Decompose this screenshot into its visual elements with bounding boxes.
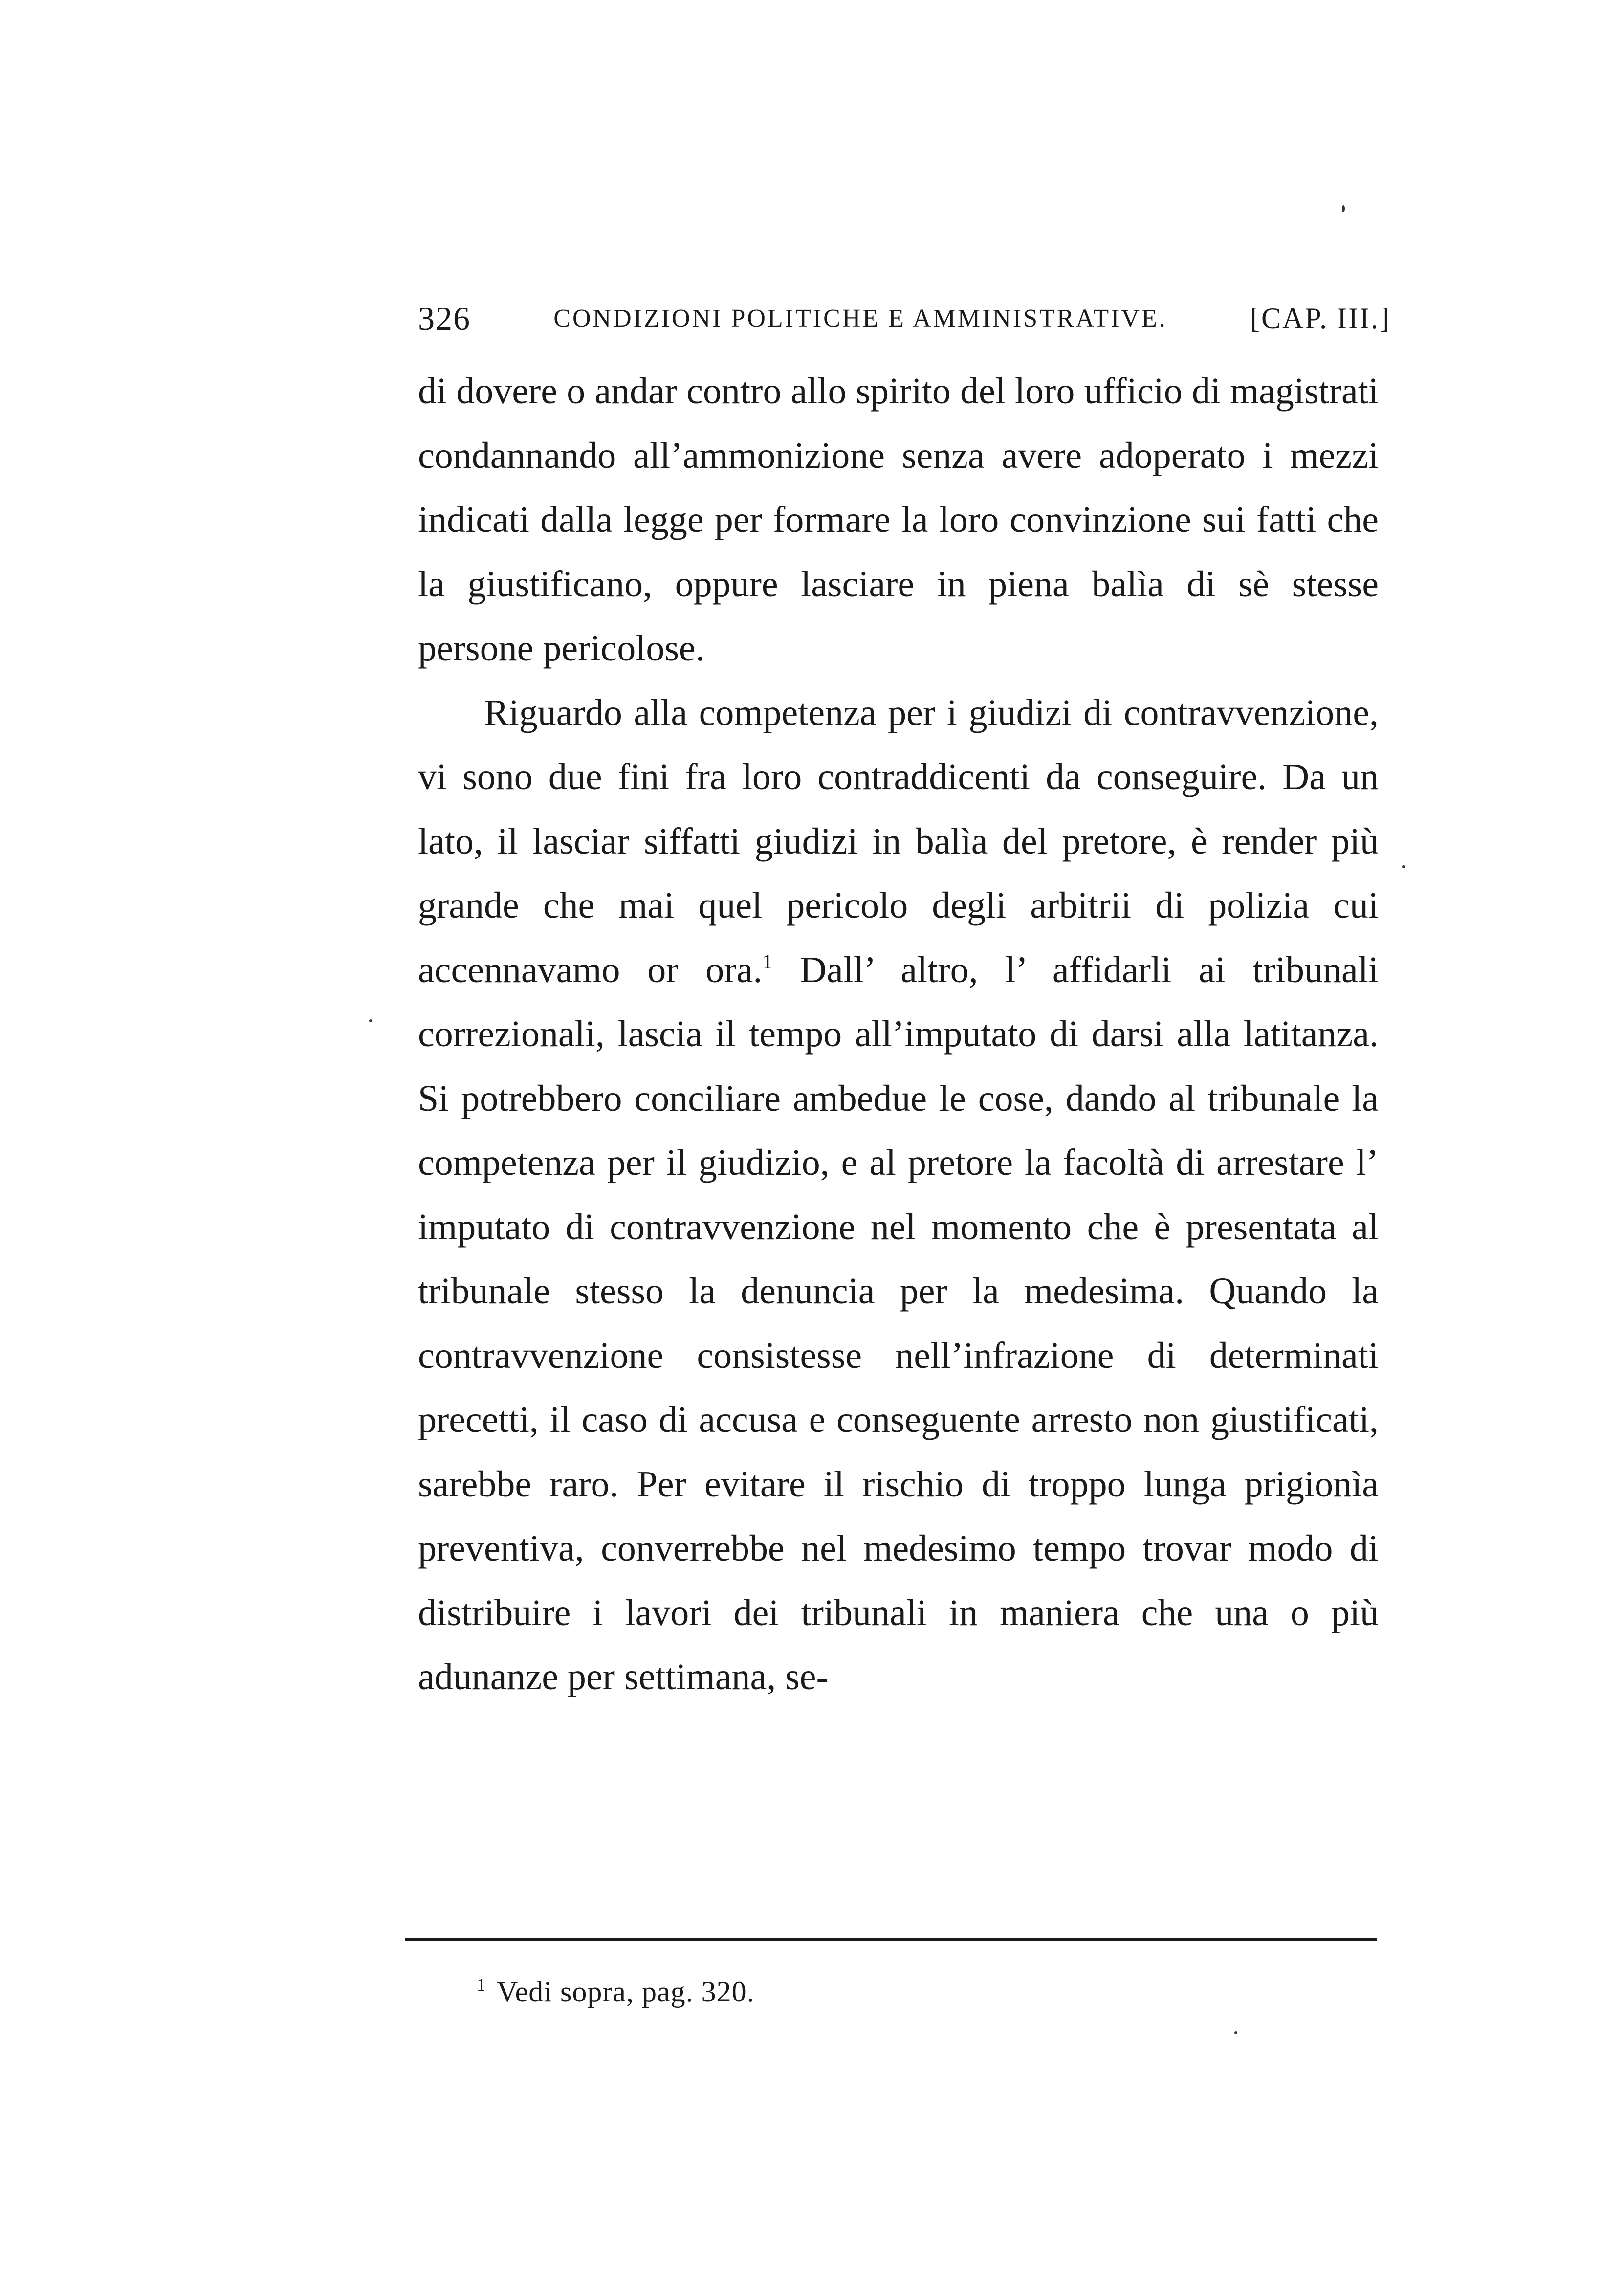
chapter-reference: [CAP. III.] [1250,302,1391,334]
paragraph-1: di dovere o andar contro allo spirito del loro ufficio di magistrati condannando all’ammonizione senza avere adoperato i mezzi indicati dalla legge per formare la loro convinzione sui fatti che la giustificano, oppure lasciare in piena balìa di sè stesse persone pericolose. [418,371,1379,669]
page-number: 326 [418,299,471,337]
paragraph-2 [418,681,1379,1710]
running-header [418,291,1391,345]
footnote-divider [405,1938,1377,1941]
paragraph-2-text-start: Riguardo alla competenza per i giudizi di contravvenzione, vi sono due fini fra loro contraddicenti da conseguire. Da un lato, il lasciar siffatti giudizi in balìa del pretore, è render più grande che mai quel pericolo degli arbitrii di polizia cui accennavamo or ora. [418,692,1379,990]
footnote-reference: 1 [762,950,773,973]
scan-speck [1234,2031,1237,2034]
main-text [418,359,1379,1710]
scan-speck [369,1019,372,1022]
footnote-marker: 1 [477,1975,486,1995]
scan-speck [1402,865,1405,868]
running-title: CONDIZIONI POLITICHE E AMMINISTRATIVE. [553,304,1167,332]
scan-speck [1342,205,1345,212]
paragraph-2-text-end: Dall’ altro, l’ affidarli ai tribunali correzionali, lascia il tempo all’imputato di darsi alla latitanza. Si potrebbero conciliare ambedue le cose, dando al tribunale la competenza per il giudizio, e al pretore la facoltà di arrestare l’ imputato di contravvenzione nel momento che è presentata al tribunale stesso la denuncia per la medesima. Quando la contravvenzione consistesse nell’infrazione di determinati precetti, il caso di accusa e conseguente arresto non giustificati, sarebbe raro. Per evitare il rischio di troppo lunga prigionìa preventiva, converrebbe nel medesimo tempo trovar modo di distribuire i lavori dei tribunali in maniera che una o più adunanze per settimana, se- [418,949,1379,1697]
footnote-text: Vedi sopra, pag. 320. [497,1976,755,2008]
footnote [477,1975,755,2009]
